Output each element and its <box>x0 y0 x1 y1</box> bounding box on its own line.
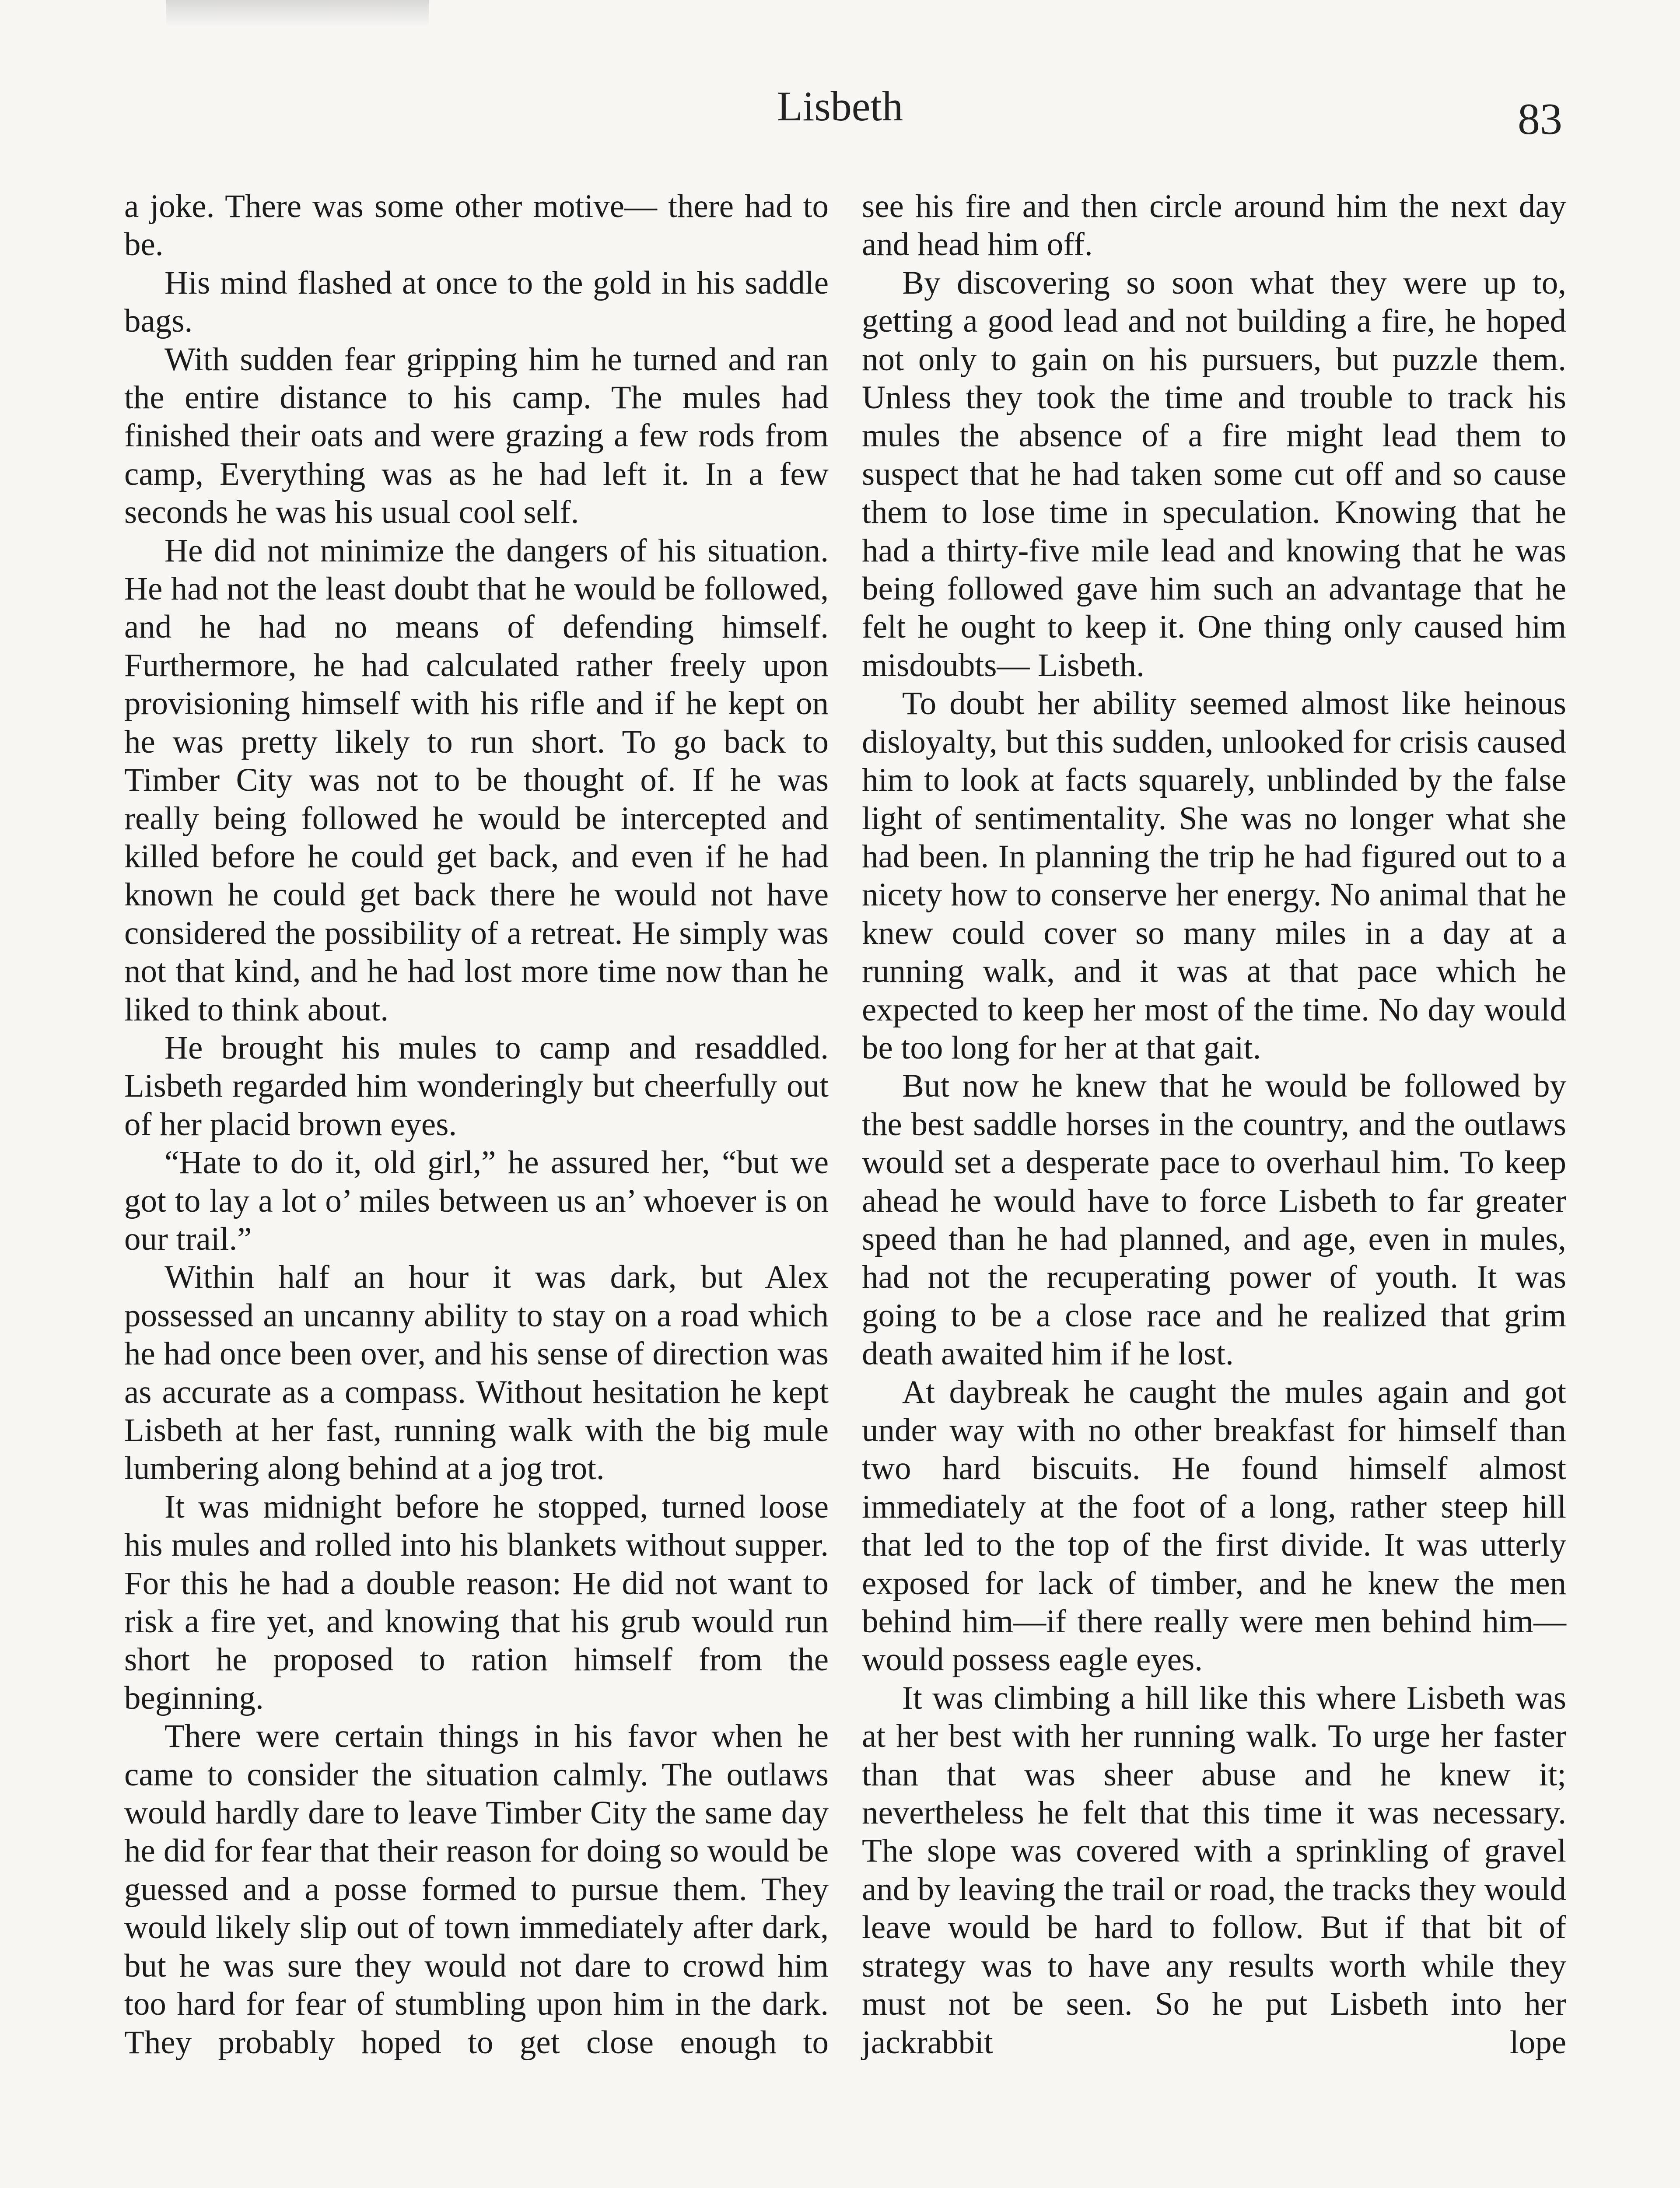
paragraph: Within half an hour it was dark, but Alex possessed an uncanny ability to stay on a road which he had once been over, and his sense of direction was as accurate as a compass. Without hesitation he kept Lisbeth at her fast, running walk with the big mule lumbering along behind at a jog trot. <box>124 1259 829 1487</box>
paragraph: His mind flashed at once to the gold in his saddle bags. <box>124 264 829 340</box>
paragraph: With sudden fear gripping him he turned and ran the entire distance to his camp. The mules had finished their oats and were grazing a few rods from camp, Everything was as he had left it. In a few seconds he was his usual cool self. <box>124 341 829 531</box>
paragraph: But now he knew that he would be followed by the best saddle horses in the country, and the outlaws would set a desperate pace to overhaul him. To keep ahead he would have to force Lisbeth to far greater speed than he had planned, and age, even in mules, had not the recuperating power of youth. It was going to be a close race and he realized that grim death awaited him if he lost. <box>862 1068 1566 1372</box>
paragraph: To doubt her ability seemed almost like heinous disloyalty, but this sudden, unlooked for crisis caused him to look at facts squarely, unblinded by the false light of sentimentality. She was no longer what she had been. In planning the trip he had figured out to a nicety how to conserve her energy. No animal that he knew could cover so many miles in a day at a running walk, and it was at that pace which he expected to keep her most of the time. No day would be too long for her at that gait. <box>862 685 1566 1066</box>
paragraph: a joke. There was some other motive— there had to be. <box>124 188 829 263</box>
paragraph: There were certain things in his favor when he came to consider the situation calmly. The outlaws would hardly dare to leave Timber City the same day he did for fear that their reason for doing so would be guessed and a posse formed to pursue them. They would likely slip out of town immediately after dark, but he was sure they would not dare to crowd him too hard for fear of stumbling upon him in the dark. They probably hoped to get close enough to <box>124 1718 829 2061</box>
paragraph: It was midnight before he stopped, turned loose his mules and rolled into his blankets without supper. For this he had a double reason: He did not want to risk a fire yet, and knowing that his grub would run short he proposed to ration himself from the beginning. <box>124 1488 829 1716</box>
running-title: Lisbeth <box>777 83 903 130</box>
paragraph: He brought his mules to camp and resaddled. Lisbeth regarded him wonderingly but cheerfully out of her placid brown eyes. <box>124 1029 829 1143</box>
paragraph: It was climbing a hill like this where Lisbeth was at her best with her running walk. To urge her faster than that was sheer abuse and he knew it; nevertheless he felt that this time it was necessary. The slope was covered with a sprinkling of gravel and by leaving the trail or road, the tracks they would leave would be hard to follow. But if that bit of strategy was to have any results worth while they must not be seen. So he put Lisbeth into her jackrabbit lope <box>862 1680 1566 2061</box>
paragraph: He did not minimize the dangers of his situation. He had not the least doubt that he would be followed, and he had no means of defending himself. Furthermore, he had calculated rather freely upon provisioning himself with his rifle and if he kept on he was pretty likely to run short. To go back to Timber City was not to be thought of. If he was really being followed he would be intercepted and killed before he could get back, and even if he had known he could get back there he would not have considered the possibility of a retreat. He simply was not that kind, and he had lost more time now than he liked to think about. <box>124 532 829 1028</box>
page-number: 83 <box>1518 95 1562 144</box>
paragraph: By discovering so soon what they were up to, getting a good lead and not building a fire, he hoped not only to gain on his pursuers, but puzzle them. Unless they took the time and trouble to track his mules the absence of a fire might lead them to suspect that he had taken some cut off and so cause them to lose time in speculation. Knowing that he had a thirty-five mile lead and knowing that he was being followed gave him such an advantage that he felt he ought to keep it. One thing only caused him misdoubts— Lisbeth. <box>862 264 1566 684</box>
paragraph: see his fire and then circle around him the next day and head him off. <box>862 188 1566 263</box>
paragraph: At daybreak he caught the mules again and got under way with no other breakfast for himself than two hard biscuits. He found himself almost immediately at the foot of a long, rather steep hill that led to the top of the first divide. It was utterly exposed for lack of timber, and he knew the men behind him—if there really were men behind him—would possess eagle eyes. <box>862 1374 1566 1678</box>
scan-edge-shadow <box>166 0 429 26</box>
left-text-column <box>124 187 829 2062</box>
right-text-column <box>862 187 1566 2062</box>
paragraph: “Hate to do it, old girl,” he assured her, “but we got to lay a lot o’ miles between us an’ whoever is on our trail.” <box>124 1144 829 1257</box>
